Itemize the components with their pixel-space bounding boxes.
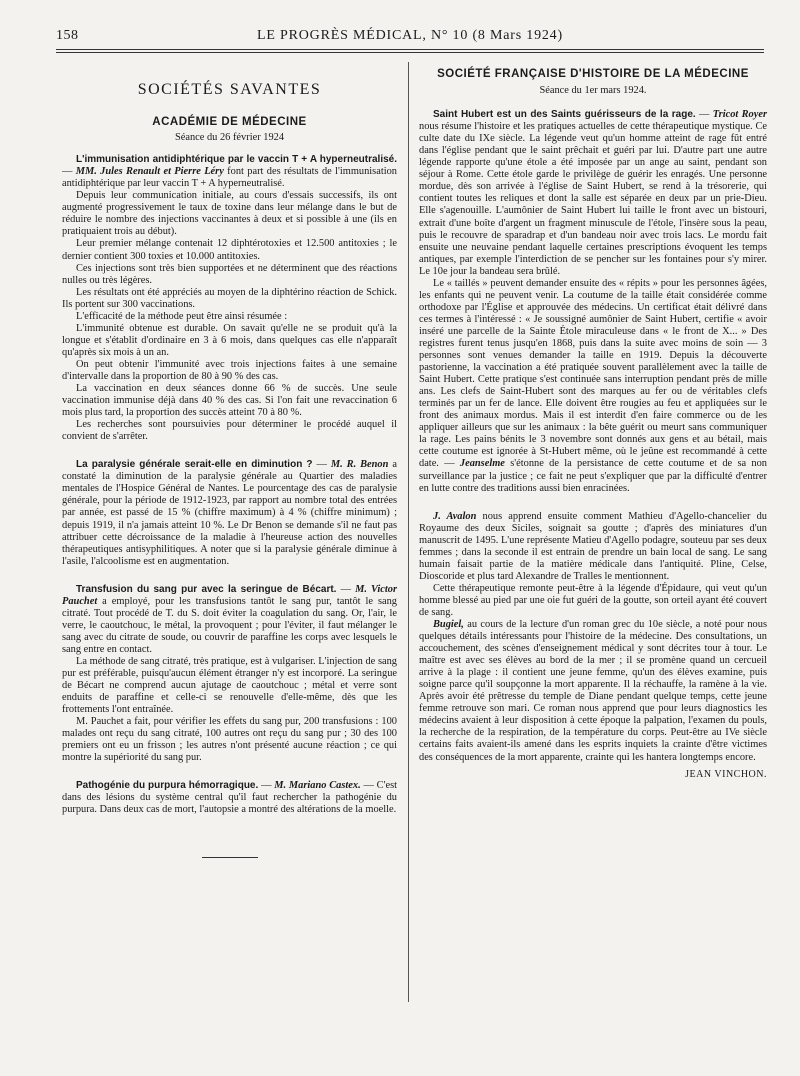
section-title: SOCIÉTÉS SAVANTES — [137, 81, 322, 98]
article-bugiel: Bugiel, au cours de la lecture d'un roman grec du 10e siècle, a noté pour nous quelques détails intéressants pour l'histoire de la médecine. Des consultations, un accouchement, des scènes d'enseignement médical y sont décrites tour à tour. Le maître est avec ses élèves au bord de la mer ; il se promène quand un cercueil arrive à la plage : il contient une jeune femme, qu'un des élèves examine, puis soigne parce qu'il soupçonne la mort apparente. Il la réchauffe, la ramène à la vie. Après avoir été prêtresse du temple de Diane pendant quelque temps, cette jeune femme retrouve son mari. Ce roman nous apprend que pour leurs diagnostics les médecins avaient à leur disposition à cette époque la palpation, l'examen du pouls, la recherche de la respiration, de la température du corps. Peut-être au IVe siècle certains faits avaient-ils amené dans les esprits inquiets la crainte d'être victimes des conséquences de la mort apparente, crainte qui les hantera longtemps encore. — [419, 619, 767, 763]
journal-title: LE PROGRÈS MÉDICAL, N° 10 (8 Mars 1924) — [257, 28, 563, 43]
article-purpura: Pathogénie du purpura hémorragique. — M. Mariano Castex. — C'est dans des lésions du système central qu'il faut rechercher la pathogénie du purpura. Dans deux cas de mort, l'autopsie a montré des altérations de la moelle. — [62, 780, 398, 816]
article-authors: J. Avalon — [433, 510, 477, 522]
article-heading: Pathogénie du purpura hémorragique. — [76, 780, 259, 792]
paragraph: Le « taillés » peuvent demander ensuite des « répits » pour les personnes âgées, les enfants qui ne peuvent venir. La coutume de la taille était considérée comme orthodoxe par l'Église et approuvée des médecins. Un certificat était délivré dans ces termes à l'intéressé : « Je soussigné aumônier de Saint Hubert, certifie « avoir inséré une parcelle de la Sainte Étole miraculeuse dans « le front de X... » Des registres furent tenus jusqu'en 1868, puis dans la suite avec moins de soin — 3 personnes sont venues demander la taille en 1919. Depuis la découverte pastorienne, la vaccination a été pratiquée souvent parallèlement avec la taille de Saint Hubert. Cette pratique s'est continuée sans interruption pendant près de mille ans. Les clefs de Saint-Hubert sont des marques au fer ou de véritables clefs terminés par un fer de lance. Elle doivent être rougies au feu et appliquées sur le front des animaux mordus. Mais il est interdit d'en faire commerce ou de les appliquer ailleurs que sur les animaux : la bête guérit ou meurt sans communiquer la rage. Les pains bénits le 3 novembre sont donnés aux gens et au bétail, mais cette coutume est ignorée à St-Hubert même, où le jeûne est recommandé à cette date. — Jeanselme s'étonne de la persistance de cette coutume et de sa non surveillance par la justice ; ce fait ne peut s'expliquer que par la difficulté d'entrer en lutte contre des traditions aussi bien enracinées. — [419, 277, 767, 494]
paragraph: La méthode de sang citraté, très pratique, est à vulgariser. L'injection de sang pur est préférable, puisqu'aucun élément étranger n'y est incorporé. La seringue de Bécart ne comprend aucun ajutage de caoutchouc ; métal et verre sont enduits de paraffine et celle-ci se renouvelle d'elle-même, dès que les frottements l'ont entraînée. — [62, 655, 397, 716]
article-authors: Jeanselme — [459, 458, 505, 470]
article-avalon: J. Avalon nous apprend ensuite comment Mathieu d'Agello-chancelier du Royaume des deux Siciles, soignait sa goutte ; d'après des miniatures d'un manuscrit de 1495. L'une représente Matieu d'Agello podagre, souteuu par ses deux femmes ; dans la seconde il est entrain de prendre un bain local de sang. Le sang humain faisait partie de la matière médicale dans l'antiquité. Pline, Celse, Dioscoride et plus tard Alexandre de Tralles le mentionnent. — [419, 510, 767, 582]
column-divider — [408, 62, 409, 1002]
article-heading: La paralysie générale serait-elle en diminution ? — [76, 459, 313, 471]
paragraph: On peut obtenir l'immunité avec trois injections faites à une semaine d'intervalle dans la proportion de 80 à 90 % des cas. — [62, 358, 397, 382]
session-date: Séance du 1er mars 1924. — [539, 85, 647, 97]
article-authors: Bugiel, — [433, 619, 464, 631]
header-rule-bottom — [56, 52, 764, 53]
article-authors: M. Mariano Castex. — [274, 780, 361, 792]
article-authors: MM. Jules Renault et Pierre Léry — [75, 166, 224, 178]
academy-title: ACADÉMIE DE MÉDECINE — [152, 116, 307, 129]
author-signature: JEAN VINCHON. — [685, 768, 767, 780]
end-rule — [202, 857, 258, 858]
paragraph: L'immunité obtenue est durable. On savait qu'elle ne se produit qu'à la longue et s'établit d'ordinaire en 3 à 6 mois, dans quelques cas elle n'apparaît qu'après six mois à un an. — [62, 322, 397, 358]
article-paralysie: La paralysie générale serait-elle en diminution ? — M. R. Benon a constaté la diminution de la paralysie générale au Quartier des maladies mentales de l'Hospice Général de Nantes. Le pourcentage des cas de paralysie générale, pour la période de 1912-1923, par rapport au nombre total des entrées par année, est passé de 15 % (chiffre maximum) à 4 % (chiffre minimum) ; depuis 1919, il n'a jamais atteint 10 %. Le Dr Benon se demande s'il ne faut pas attribuer cette décroissance de la maladie à l'heureuse action des nouvelles thérapeutiques antisyphilitiques. A noter que si la paralysie générale diminue à l'asile, l'alcoolisme est en augmentation. — [62, 459, 397, 567]
paragraph: Depuis leur communication initiale, au cours d'essais successifs, ils ont augmenté progressivement le taux de toxine dans leur mélange dans le but de réduire le nombre des injections vaccinantes à deux et si possible à une (ils en pratiquaient trois au début). — [62, 190, 397, 238]
article-heading: Transfusion du sang pur avec la seringue de Bécart. — [76, 583, 337, 595]
society-title: SOCIÉTÉ FRANÇAISE D'HISTOIRE DE LA MÉDECINE — [437, 68, 749, 80]
paragraph: Cette thérapeutique remonte peut-être à la légende d'Épidaure, qui veut qu'un homme blessé au pied par une oie fut guéri de la goutte, son orteil ayant été couvert de sang. — [419, 582, 767, 618]
article-authors: M. R. Benon — [330, 459, 389, 471]
paragraph: Les recherches sont poursuivies pour déterminer le procédé auquel il convient de s'arrêter. — [62, 419, 397, 443]
right-column — [419, 60, 767, 781]
paragraph: La vaccination en deux séances donne 66 % de succès. Une seule vaccination immunise déjà dans 40 % des cas. Si l'on fait une revaccination 6 mois plus tard, la proportion des succès atteint 70 à 80 %. — [62, 383, 397, 419]
article-heading: L'immunisation antidiphtérique par le vaccin T + A hyperneutralisé. — [76, 154, 397, 166]
paragraph: M. Pauchet a fait, pour vérifier les effets du sang pur, 200 transfusions : 100 malades ont reçu du sang citraté, 100 autres ont reçu du sang pur ; 30 des 100 premiers ont eu un frisson ; les autres n'ont présenté aucune réaction ; ce qui montre la supériorité du sang pur. — [62, 716, 397, 764]
running-header — [56, 28, 764, 50]
article-heading: Saint Hubert est un des Saints guérisseurs de la rage. — [433, 109, 696, 121]
page-number: 158 — [56, 28, 79, 43]
left-column — [62, 60, 397, 858]
article-transfusion: Transfusion du sang pur avec la seringue de Bécart. — M. Victor Pauchet a employé, pour les transfusions tantôt le sang pur, tantôt le sang citraté. Tout procédé de T. du S. doit éviter la coagulation du sang. Or, l'air, le verre, le caoutchouc, le métal, la provoquent ; pour l'éviter, il faut mélanger le sang avec du citrate de soude, ou couvrir de paraffine les corps avec lesquels le sang entre en contact. — [62, 583, 397, 655]
article-authors: M. Victor Pauchet — [62, 583, 397, 607]
session-date: Séance du 26 février 1924 — [174, 132, 285, 144]
article-immunisation: L'immunisation antidiphtérique par le vaccin T + A hyperneutralisé. — MM. Jules Renault et Pierre Léry font part des résultats de l'immunisation antidiphtérique par leur vaccin T + A hyperneutralisé. — [62, 154, 398, 190]
paragraph: L'efficacité de la méthode peut être ainsi résumée : — [76, 310, 288, 322]
header-rule-top — [56, 49, 764, 50]
article-authors: Tricot Royer — [712, 109, 767, 121]
article-saint-hubert: Saint Hubert est un des Saints guérisseurs de la rage. — Tricot Royer nous résume l'histoire et les pratiques actuelles de cette thérapeutique mystique. Ce culte date du IXe siècle. La légende veut qu'un homme atteint de rage fût entré dans l'église pendant que le saint prêchait et guéri par lui. D'autre part une autre légende rapporte qu'une étole a été imposée par un ange au saint, pendant son séjour à Rome. Cette étole garde le privilège de guérir les enragés. Une personne mordue, dès son arrivée à l'église de Saint Hubert, se rend à la trésorerie, qui contient toutes les reliques et dont la salle est séparée en deux par un prie-Dieu. Elle s'agenouille. L'aumônier de Saint Hubert lui taille le front avec un bistouri, extrait d'une boîte d'argent un fragment minuscule de l'étole, l'insère sous la peau, puis le recouvre de sparadrap et d'un bandeau noir avec trois lacs. Le mordu fait ensuite une neuvaine pendant laquelle certaines prescriptions évoquent les temps antiques, par exemple l'interdiction de se pencher sur les fontaines pour s'y mirer. Le 10e jour la bandeau sera brûlé. — [419, 109, 767, 277]
paragraph: Ces injections sont très bien supportées et ne déterminent que des réactions nulles ou très légères. — [62, 262, 397, 286]
paragraph: Leur premier mélange contenait 12 diphtérotoxies et 12.500 antitoxies ; le dernier contient 300 toxies et 10.000 antitoxies. — [62, 238, 397, 262]
paragraph: Les résultats ont été appréciés au moyen de la diphtérino réaction de Schick. Ils portent sur 300 vaccinations. — [62, 286, 397, 310]
